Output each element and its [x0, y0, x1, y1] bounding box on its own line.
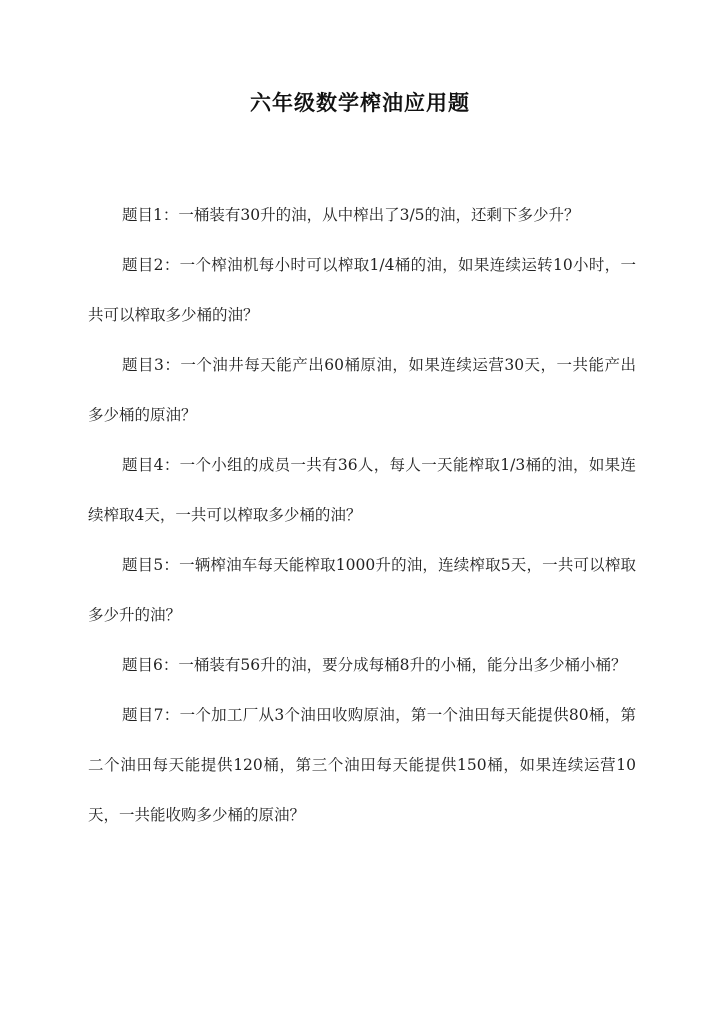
question-4: [88, 440, 636, 540]
question-label: 题目1：: [122, 206, 179, 224]
page-title: 六年级数学榨油应用题: [250, 90, 470, 115]
question-label: 题目7：: [122, 706, 180, 724]
question-text: 一辆榨油车每天能榨取1000升的油，连续榨取5天，一共可以榨取多少升的油？: [88, 556, 636, 624]
question-3: [88, 340, 636, 440]
question-text: 一个加工厂从3个油田收购原油，第一个油田每天能提供80桶，第二个油田每天能提供120桶，第三个油田每天能提供150桶，如果连续运营10天，一共能收购多少桶的原油？: [88, 706, 636, 824]
question-label: 题目4：: [122, 456, 180, 474]
question-2: [88, 240, 636, 340]
question-6: [88, 640, 636, 690]
question-text: 一桶装有30升的油，从中榨出了3/5的油，还剩下多少升？: [178, 206, 580, 224]
question-text: 一桶装有56升的油，要分成每桶8升的小桶，能分出多少桶小桶？: [178, 656, 627, 674]
question-label: 题目3：: [122, 356, 181, 374]
question-7: [88, 690, 636, 840]
question-1: [88, 190, 636, 240]
question-label: 题目5：: [122, 556, 180, 574]
question-5: [88, 540, 636, 640]
question-text: 一个小组的成员一共有36人，每人一天能榨取1/3桶的油，如果连续榨取4天，一共可以榨取多少桶的油？: [88, 456, 636, 524]
question-text: 一个榨油机每小时可以榨取1/4桶的油，如果连续运转10小时，一共可以榨取多少桶的油？: [88, 256, 636, 324]
question-list: [88, 190, 636, 840]
question-label: 题目2：: [122, 256, 180, 274]
question-text: 一个油井每天能产出60桶原油，如果连续运营30天，一共能产出多少桶的原油？: [88, 356, 636, 424]
question-label: 题目6：: [122, 656, 179, 674]
